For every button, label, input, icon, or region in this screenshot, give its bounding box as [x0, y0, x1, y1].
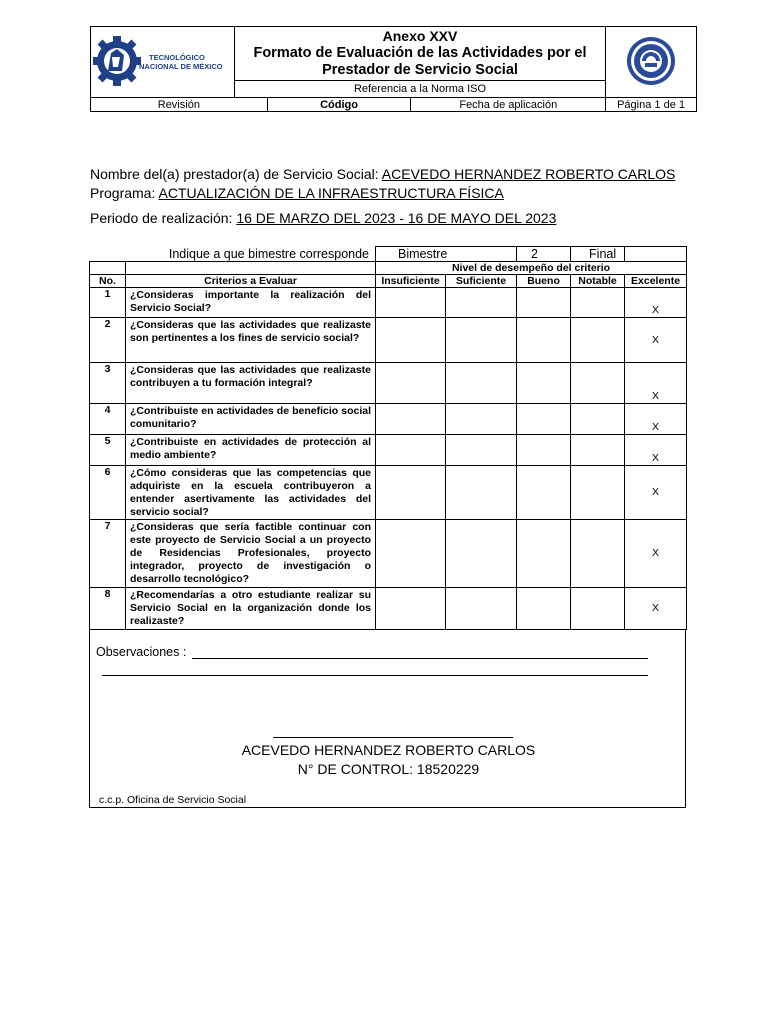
blank-header-cell [126, 262, 376, 275]
observations-line-1 [192, 658, 648, 659]
rating-cell [376, 435, 446, 466]
rating-cell [571, 404, 625, 435]
code-cell: Código [267, 98, 411, 112]
rating-cell [517, 363, 571, 404]
form-title-line1: Formato de Evaluación de las Actividades por el [253, 45, 587, 61]
col-level-bueno: Bueno [517, 275, 571, 288]
title-cell [235, 27, 606, 81]
period-value: 16 DE MARZO DEL 2023 - 16 DE MAYO DEL 2023 [236, 210, 557, 226]
observations-line-2 [102, 675, 648, 676]
rating-cell [517, 435, 571, 466]
rating-cell [376, 288, 446, 318]
col-level-excelente: Excelente [625, 275, 687, 288]
program-label: Programa: [90, 185, 159, 201]
bimester-value: 2 [517, 247, 571, 262]
criterion-text: ¿Consideras importante la realización del Servicio Social? [126, 288, 376, 318]
rating-cell [517, 588, 571, 630]
rating-cell [376, 520, 446, 588]
row-number: 8 [90, 588, 126, 630]
table-row [90, 318, 687, 363]
provider-name-line [90, 166, 675, 182]
rating-cell [517, 466, 571, 520]
control-number: N° DE CONTROL: 18520229 [297, 761, 480, 777]
tecnm-logo-cell [91, 27, 235, 98]
rating-cell [376, 588, 446, 630]
revision-cell: Revisión [91, 98, 268, 112]
signer-name: ACEVEDO HERNANDEZ ROBERTO CARLOS [241, 742, 536, 758]
rating-mark: X [625, 288, 687, 318]
row-number: 2 [90, 318, 126, 363]
table-row [90, 466, 687, 520]
rating-cell [446, 466, 517, 520]
criterion-text: ¿Consideras que las actividades que realizaste son pertinentes a los fines de servicio social? [126, 318, 376, 363]
rating-mark: X [625, 318, 687, 363]
criterion-text: ¿Contribuiste en actividades de beneficio social comunitario? [126, 404, 376, 435]
table-row [90, 288, 687, 318]
criterion-text: ¿Cómo consideras que las competencias que adquiriste en la escuela contribuyeron a entender asertivamente las actividades del servicio social? [126, 466, 376, 520]
bimester-final-value [625, 247, 687, 262]
period-label: Periodo de realización: [90, 210, 237, 226]
rating-cell [571, 363, 625, 404]
rating-cell [376, 318, 446, 363]
institution-seal-icon [625, 35, 677, 87]
observations-label: Observaciones : [96, 645, 187, 659]
rating-cell [571, 318, 625, 363]
rating-cell [517, 520, 571, 588]
criterion-text: ¿Consideras que las actividades que realizaste contribuyen a tu formación integral? [126, 363, 376, 404]
provider-name-label: Nombre del(a) prestador(a) de Servicio Social: [90, 166, 382, 182]
rating-mark: X [625, 363, 687, 404]
criterion-text: ¿Contribuiste en actividades de protección al medio ambiente? [126, 435, 376, 466]
rating-cell [446, 435, 517, 466]
tecnm-logo-icon [91, 27, 232, 94]
rating-cell [446, 520, 517, 588]
col-level-insuficiente: Insuficiente [376, 275, 446, 288]
bimester-prompt: Indique a que bimestre corresponde [90, 247, 376, 262]
criterion-text: ¿Consideras que sería factible continuar con este proyecto de Servicio Social a un proyecto de Residencias Profesionales, proyecto integrador, proyecto de investigación o desarrollo tecnológico? [126, 520, 376, 588]
institution-line1: TECNOLÓGICO [149, 53, 205, 62]
rating-cell [517, 404, 571, 435]
bimester-row [90, 247, 687, 262]
header-meta-row [90, 97, 697, 112]
rating-cell [517, 318, 571, 363]
rating-cell [446, 318, 517, 363]
blank-header-cell [90, 262, 126, 275]
row-number: 5 [90, 435, 126, 466]
col-criteria-header: Criterios a Evaluar [126, 275, 376, 288]
column-header-row [90, 275, 687, 288]
rating-cell [446, 363, 517, 404]
table-row [90, 435, 687, 466]
bimester-final: Final [571, 247, 625, 262]
col-no-header: No. [90, 275, 126, 288]
row-number: 1 [90, 288, 126, 318]
observations-box [89, 630, 686, 808]
annex-title: Anexo XXV [382, 28, 458, 44]
provider-name-value: ACEVEDO HERNANDEZ ROBERTO CARLOS [381, 166, 676, 182]
rating-cell [571, 588, 625, 630]
bimester-label: Bimestre [376, 247, 517, 262]
rating-cell [376, 363, 446, 404]
row-number: 6 [90, 466, 126, 520]
document-header [90, 26, 697, 98]
date-cell: Fecha de aplicación [411, 98, 606, 112]
table-row [90, 363, 687, 404]
rating-cell [446, 588, 517, 630]
rating-cell [571, 466, 625, 520]
rating-mark: X [625, 435, 687, 466]
ccp-note: c.c.p. Oficina de Servicio Social [99, 794, 247, 806]
row-number: 4 [90, 404, 126, 435]
rating-cell [571, 520, 625, 588]
col-level-suficiente: Suficiente [446, 275, 517, 288]
program-value: ACTUALIZACIÓN DE LA INFRAESTRUCTURA FÍSICA [158, 185, 504, 201]
rating-cell [571, 288, 625, 318]
criterion-text: ¿Recomendarías a otro estudiante realizar su Servicio Social en la organización donde los realizaste? [126, 588, 376, 630]
evaluation-table [89, 246, 687, 630]
rating-cell [571, 435, 625, 466]
seal-cell [606, 27, 697, 98]
institution-line2: NACIONAL DE MÉXICO [139, 62, 223, 71]
form-title-line2: Prestador de Servicio Social [322, 62, 518, 78]
signature-line [273, 737, 513, 738]
table-row [90, 520, 687, 588]
table-row [90, 404, 687, 435]
table-row [90, 588, 687, 630]
rating-cell [446, 288, 517, 318]
period-line [90, 210, 556, 226]
rating-mark: X [625, 404, 687, 435]
level-header: Nivel de desempeño del criterio [376, 262, 687, 275]
level-header-row [90, 262, 687, 275]
rating-mark: X [625, 588, 687, 630]
row-number: 3 [90, 363, 126, 404]
program-line [90, 185, 504, 201]
rating-cell [446, 404, 517, 435]
rating-mark: X [625, 466, 687, 520]
rating-mark: X [625, 520, 687, 588]
rating-cell [376, 404, 446, 435]
page-cell: Página 1 de 1 [606, 98, 697, 112]
iso-reference: Referencia a la Norma ISO [235, 81, 606, 98]
rating-cell [376, 466, 446, 520]
row-number: 7 [90, 520, 126, 588]
rating-cell [517, 288, 571, 318]
col-level-notable: Notable [571, 275, 625, 288]
